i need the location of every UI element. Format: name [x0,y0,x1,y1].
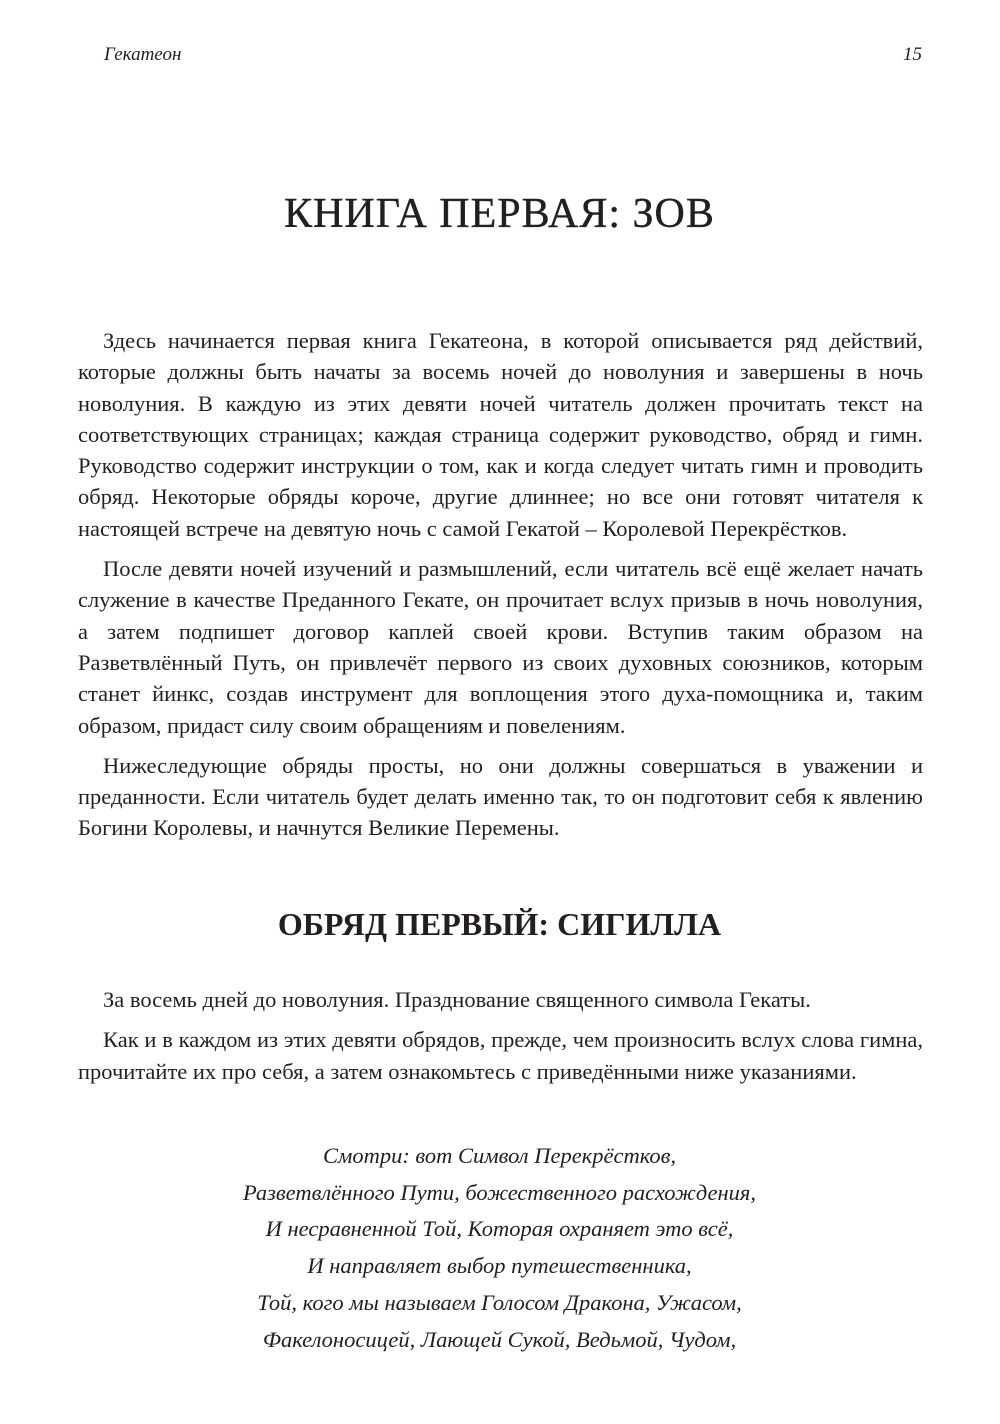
intro-paragraph-2: После девяти ночей изучений и размышлений, если читатель всё ещё желает начать служение в качестве Преданного Гекате, он прочитает вслух призыв в ночь новолуния, а затем подпишет договор каплей своей крови. Вступив таким образом на Разветвлённый Путь, он привлечёт первого из своих духовных союзников, которым станет йинкс, создав инструмент для воплощения этого духа-помощника и, таким образом, придаст силу своим обращениям и повелениям. [78,556,923,738]
rite-instructions [78,984,923,1096]
intro-paragraph-3: Нижеследующие обряды просты, но они должны совершаться в уважении и преданности. Если читатель будет делать именно так, то он подготовит себя к явлению Богини Королевы, и начнутся Великие Перемены. [78,752,923,841]
rite-title: ОБРЯД ПЕРВЫЙ: СИГИЛЛА [277,906,722,942]
rite-paragraph-1: За восемь дней до новолуния. Празднование священного символа Гекаты. [103,987,811,1012]
hymn-line-6: Факелоносицей, Лающей Сукой, Ведьмой, Чудом, [262,1326,737,1352]
hymn-line-4: И направляет выбор путешественника, [307,1253,692,1279]
hymn [78,1138,921,1358]
page-number: 15 [903,44,922,65]
intro-paragraph-1: Здесь начинается первая книга Гекатеона, в которой описывается ряд действий, которые должны быть начаты за восемь ночей до новолуния и завершены в ночь новолуния. В каждую из этих девяти ночей читатель должен прочитать текст на соответствующих страницах; каждая страница содержит руководство, обряд и гимн. Руководство содержит инструкции о том, как и когда следует читать гимн и проводить обряд. Некоторые обряды короче, другие длиннее; но все они готовят читателя к настоящей встрече на девятую ночь с самой Гекатой – Королевой Перекрёстков. [78,328,923,541]
hymn-line-2: Разветвлённого Пути, божественного расхождения, [242,1179,757,1205]
hymn-line-3: И несравненной Той, Которая охраняет это всё, [265,1216,734,1242]
rite-paragraph-2: Как и в каждом из этих девяти обрядов, прежде, чем произносить вслух слова гимна, прочитайте их про себя, а затем ознакомьтесь с приведёнными ниже указаниями. [78,1027,923,1084]
running-title: Гекатеон [104,44,182,65]
hymn-line-1: Смотри: вот Символ Перекрёстков, [322,1143,677,1168]
chapter-title: КНИГА ПЕРВАЯ: ЗОВ [284,191,715,237]
chapter-intro [78,325,923,853]
hymn-line-5: Той, кого мы называем Голосом Дракона, Ужасом, [257,1289,742,1315]
